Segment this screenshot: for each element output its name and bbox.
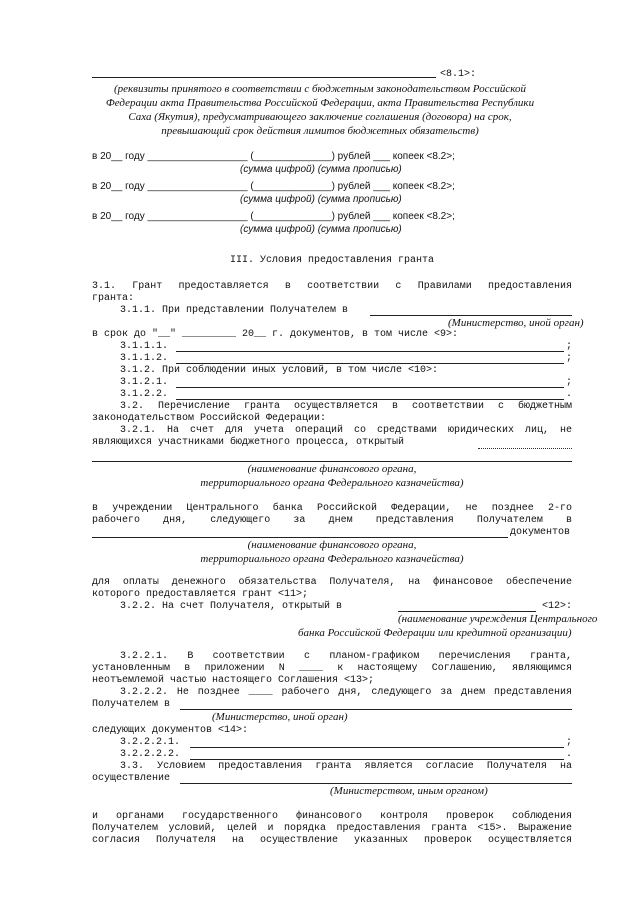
para-3-1-1: 3.1.1. При представлении Получателем в — [120, 305, 349, 316]
cb-line-1: в учреждении Центрального банка Российской Федерации, не позднее 2-го — [92, 503, 572, 514]
para-3-2-line-1: 3.2. Перечисление гранта осуществляется в соответствии с бюджетным — [120, 401, 572, 412]
item-3-2-2-2-2-fill — [190, 759, 564, 760]
para-3-1-line-2: гранта: — [92, 293, 135, 304]
caption-bank-a: (наименование учреждения Центрального — [398, 613, 598, 625]
year-caption-2: (сумма цифрой) (сумма прописью) — [240, 194, 402, 205]
year-row-1: в 20__ году __________________ (______________) рублей ___ копеек <8.2>; — [92, 151, 455, 162]
caption-finance-1b: территориального органа Федерального казначейства) — [200, 477, 464, 489]
pay-line-1: для оплаты денежного обязательства Получателя, на финансовое обеспечение — [92, 577, 572, 588]
para-3-2-1-line-2: являющихся участниками бюджетного процесса, открытый — [92, 437, 405, 448]
item-3-1-2-1-fill — [176, 387, 564, 388]
item-3-1-2-1-end: ; — [566, 377, 573, 388]
year-row-2: в 20__ году __________________ (______________) рублей ___ копеек <8.2>; — [92, 181, 455, 192]
item-3-1-2-2-end: . — [566, 389, 573, 400]
para-3-1-line-1: 3.1. Грант предоставляется в соответствии с Правилами предоставления — [92, 281, 572, 292]
para-3-3-line-1: 3.3. Условием предоставления гранта является согласие Получателя на — [120, 761, 572, 772]
year-row-3: в 20__ году __________________ (______________) рублей ___ копеек <8.2>; — [92, 211, 455, 222]
caption-ministry: (Министерство, иной орган) — [448, 317, 584, 329]
year-caption-1: (сумма цифрой) (сумма прописью) — [240, 164, 402, 175]
ref-12: <12>: — [542, 601, 573, 612]
control-line-2: Получателем условий, целей и порядка предоставления гранта <15>. Выражение — [92, 823, 572, 834]
requisites-caption-3: Саха (Якутия), предусматривающего заключение соглашения (договора) на срок, — [128, 111, 512, 123]
item-3-2-2-2-2-end: . — [566, 749, 573, 760]
para-3-2-line-2: законодательством Российской Федерации: — [92, 413, 327, 424]
para-3-2-2-1-line-1: 3.2.2.1. В соответствии с планом-графиком перечисления гранта, — [120, 651, 572, 662]
para-3-1-2: 3.1.2. При соблюдении иных условий, в том числе <10>: — [120, 365, 439, 376]
requisites-caption-2: Федерации акта Правительства Российской Федерации, акта Правительства Республики — [105, 97, 535, 109]
item-3-1-2-2: 3.1.2.2. — [120, 389, 169, 400]
caption-finance-2a: (наименование финансового органа, — [247, 539, 417, 551]
item-3-2-2-2-1: 3.2.2.2.1. — [120, 737, 181, 748]
para-3-2-2-2-line-2: Получателем в — [92, 699, 171, 710]
requisites-line — [92, 77, 436, 78]
item-3-1-2-1: 3.1.2.1. — [120, 377, 169, 388]
item-3-1-1-1: 3.1.1.1. — [120, 341, 169, 352]
control-line-1: и органами государственного финансового контроля проверок соблюдения — [92, 811, 572, 822]
para-3-3-line-2: осуществление — [92, 773, 171, 784]
para-3-2-2-2-line-1: 3.2.2.2. Не позднее ____ рабочего дня, следующего за днем представления — [120, 687, 572, 698]
para-3-2-2: 3.2.2. На счет Получателя, открытый в — [120, 601, 343, 612]
pay-line-2: которого предоставляется грант <11>; — [92, 589, 309, 600]
para-3-2-2-1-line-3: неотъемлемой частью настоящего Соглашения <13>; — [92, 675, 375, 686]
caption-ministry-2: (Министерство, иной орган) — [212, 711, 348, 723]
para-3-2-1-line-1: 3.2.1. На счет для учета операций со средствами юридических лиц, не — [120, 425, 572, 436]
cb-line-3: документов — [510, 527, 571, 538]
item-3-1-1-2-fill — [176, 363, 564, 364]
cb-line-2: рабочего дня, следующего за днем представления Получателем в — [92, 515, 572, 526]
para-3-2-1-fill — [478, 448, 572, 449]
ref-8-1: <8.1>: — [440, 69, 477, 80]
item-3-1-1-1-fill — [176, 351, 564, 352]
caption-finance-1a: (наименование финансового органа, — [247, 463, 417, 475]
caption-finance-2b: территориального органа Федерального казначейства) — [200, 553, 464, 565]
docs-14: следующих документов <14>: — [92, 725, 249, 736]
item-3-1-2-2-fill — [176, 399, 564, 400]
deadline-line: в срок до "__" _________ 20__ г. документов, в том числе <9>: — [92, 329, 459, 340]
item-3-1-1-2: 3.1.1.2. — [120, 353, 169, 364]
item-3-1-1-1-end: ; — [566, 341, 573, 352]
item-3-2-2-2-2: 3.2.2.2.2. — [120, 749, 181, 760]
year-caption-3: (сумма цифрой) (сумма прописью) — [240, 224, 402, 235]
caption-ministry-3: (Министерством, иным органом) — [330, 785, 488, 797]
requisites-caption-4: превышающий срок действия лимитов бюджетных обязательств) — [161, 125, 479, 137]
item-3-2-2-2-1-end: ; — [566, 737, 573, 748]
control-line-3: согласия Получателя на осуществление указанных проверок осуществляется — [92, 835, 572, 846]
requisites-caption-1: (реквизиты принятого в соответствии с бюджетным законодательством Российской — [113, 83, 527, 95]
item-3-2-2-2-1-fill — [190, 747, 564, 748]
para-3-2-2-1-line-2: установленным в приложении N ____ к настоящему Соглашению, являющимся — [92, 663, 572, 674]
caption-bank-b: банка Российской Федерации или кредитной организации) — [298, 627, 572, 639]
section-title: III. Условия предоставления гранта — [229, 255, 435, 266]
item-3-1-1-2-end: ; — [566, 353, 573, 364]
